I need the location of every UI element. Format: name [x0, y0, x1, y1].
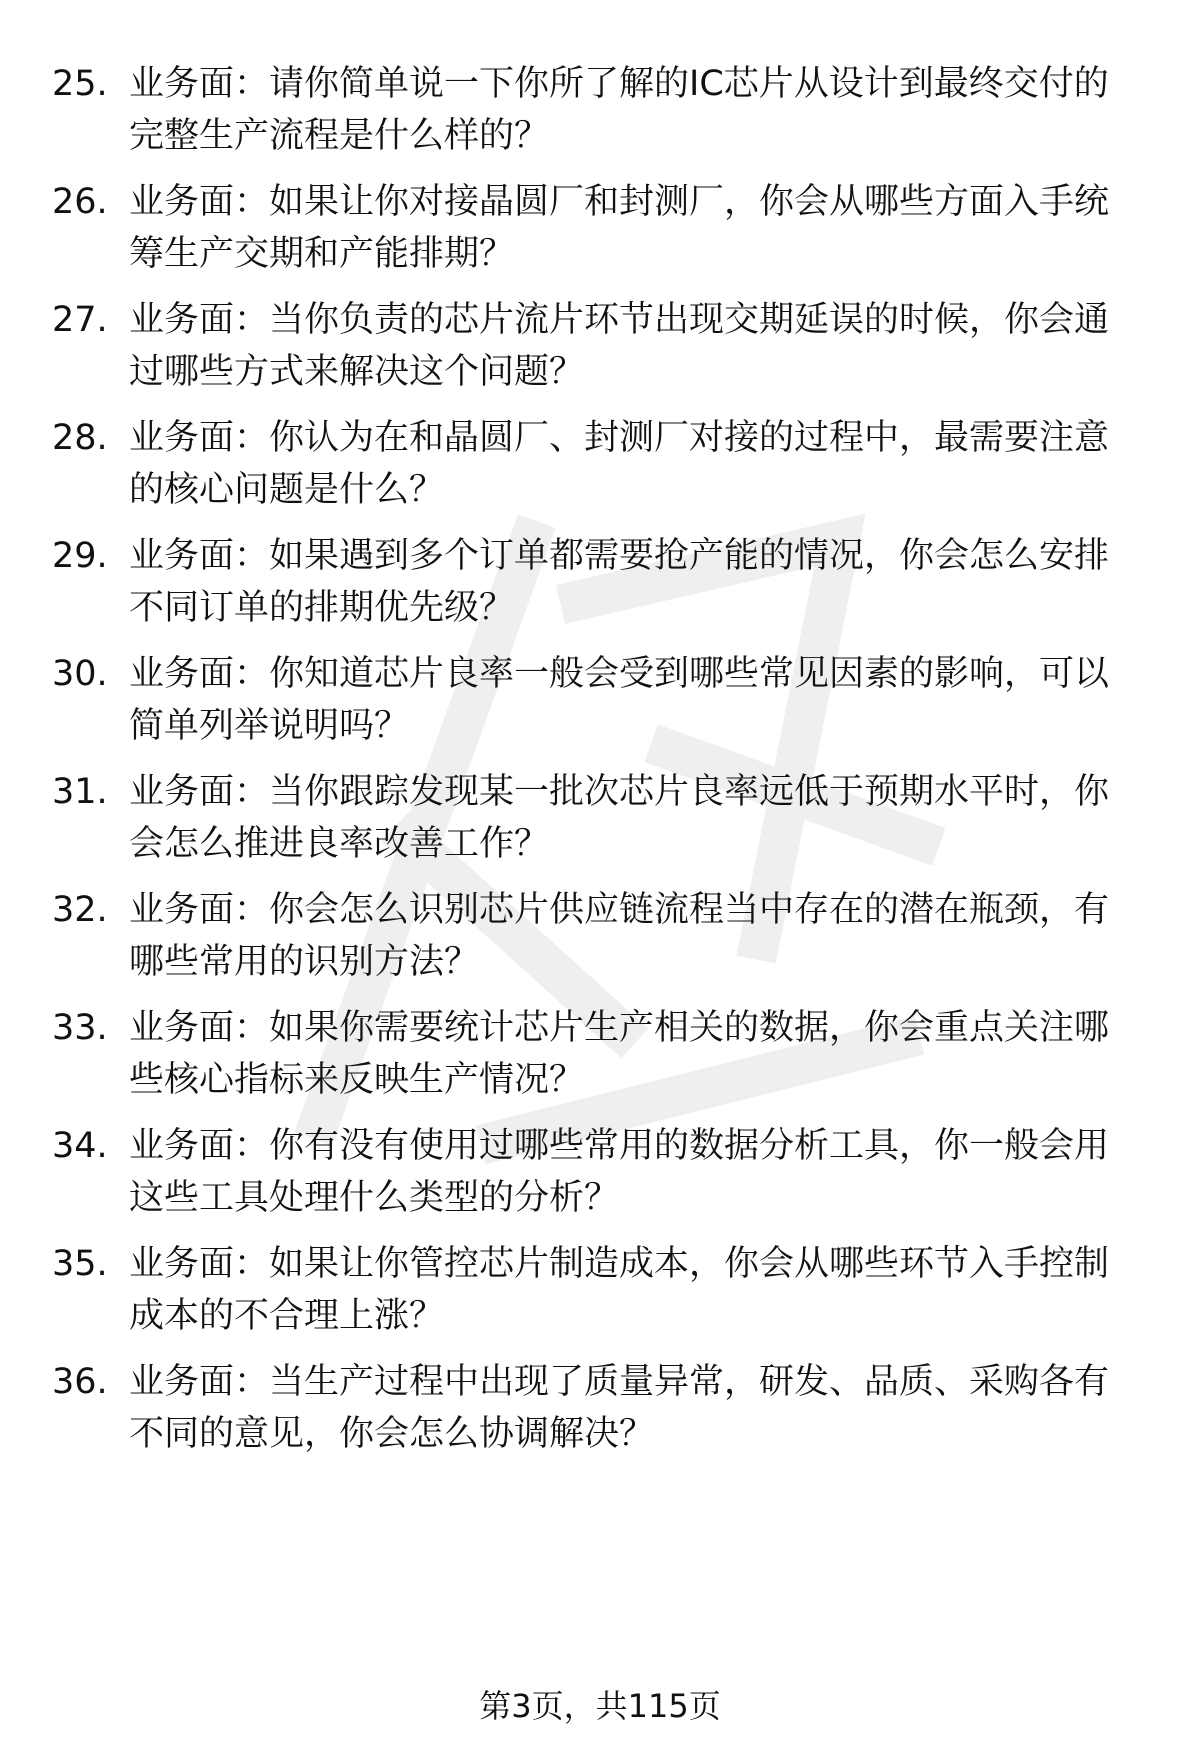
list-item — [0, 176, 1200, 286]
question-text: 业务面：你有没有使用过哪些常用的数据分析工具，你一般会用这些工具处理什么类型的分析？ — [129, 1126, 1110, 1218]
question-text: 业务面：如果你需要统计芯片生产相关的数据，你会重点关注哪些核心指标来反映生产情况？ — [129, 1008, 1110, 1100]
question-number: 33. — [52, 1008, 108, 1048]
question-text: 业务面：当生产过程中出现了质量异常，研发、品质、采购各有不同的意见，你会怎么协调解决？ — [129, 1362, 1110, 1454]
question-number: 34. — [52, 1126, 108, 1166]
list-item — [0, 1120, 1200, 1230]
question-number: 27. — [52, 300, 108, 340]
question-number: 26. — [52, 182, 108, 222]
question-text: 业务面：如果让你管控芯片制造成本，你会从哪些环节入手控制成本的不合理上涨？ — [129, 1244, 1110, 1336]
list-item — [0, 294, 1200, 404]
list-item — [0, 884, 1200, 994]
question-text: 业务面：当你负责的芯片流片环节出现交期延误的时候，你会通过哪些方式来解决这个问题？ — [129, 300, 1110, 392]
list-item — [0, 1356, 1200, 1466]
question-number: 32. — [52, 890, 108, 930]
question-number: 31. — [52, 772, 108, 812]
question-number: 29. — [52, 536, 108, 576]
question-number: 28. — [52, 418, 108, 458]
list-item — [0, 530, 1200, 640]
question-number: 36. — [52, 1362, 108, 1402]
question-text: 业务面：你会怎么识别芯片供应链流程当中存在的潜在瓶颈，有哪些常用的识别方法？ — [129, 890, 1110, 982]
list-item — [0, 1238, 1200, 1348]
question-text: 业务面：你认为在和晶圆厂、封测厂对接的过程中，最需要注意的核心问题是什么？ — [129, 418, 1110, 510]
question-number: 35. — [52, 1244, 108, 1284]
list-item — [0, 1002, 1200, 1112]
page-footer: 第3页，共115页 — [479, 1687, 721, 1725]
list-item — [0, 648, 1200, 758]
question-text: 业务面：如果让你对接晶圆厂和封测厂，你会从哪些方面入手统筹生产交期和产能排期？ — [129, 182, 1110, 274]
question-number: 25. — [52, 64, 108, 104]
question-text: 业务面：请你简单说一下你所了解的IC芯片从设计到最终交付的完整生产流程是什么样的？ — [129, 64, 1109, 156]
question-text: 业务面：如果遇到多个订单都需要抢产能的情况，你会怎么安排不同订单的排期优先级？ — [129, 536, 1110, 628]
list-item — [0, 766, 1200, 876]
question-text: 业务面：当你跟踪发现某一批次芯片良率远低于预期水平时，你会怎么推进良率改善工作？ — [129, 772, 1110, 864]
list-item — [0, 58, 1200, 168]
list-item — [0, 412, 1200, 522]
question-text: 业务面：你知道芯片良率一般会受到哪些常见因素的影响，可以简单列举说明吗？ — [129, 654, 1110, 746]
question-number: 30. — [52, 654, 108, 694]
